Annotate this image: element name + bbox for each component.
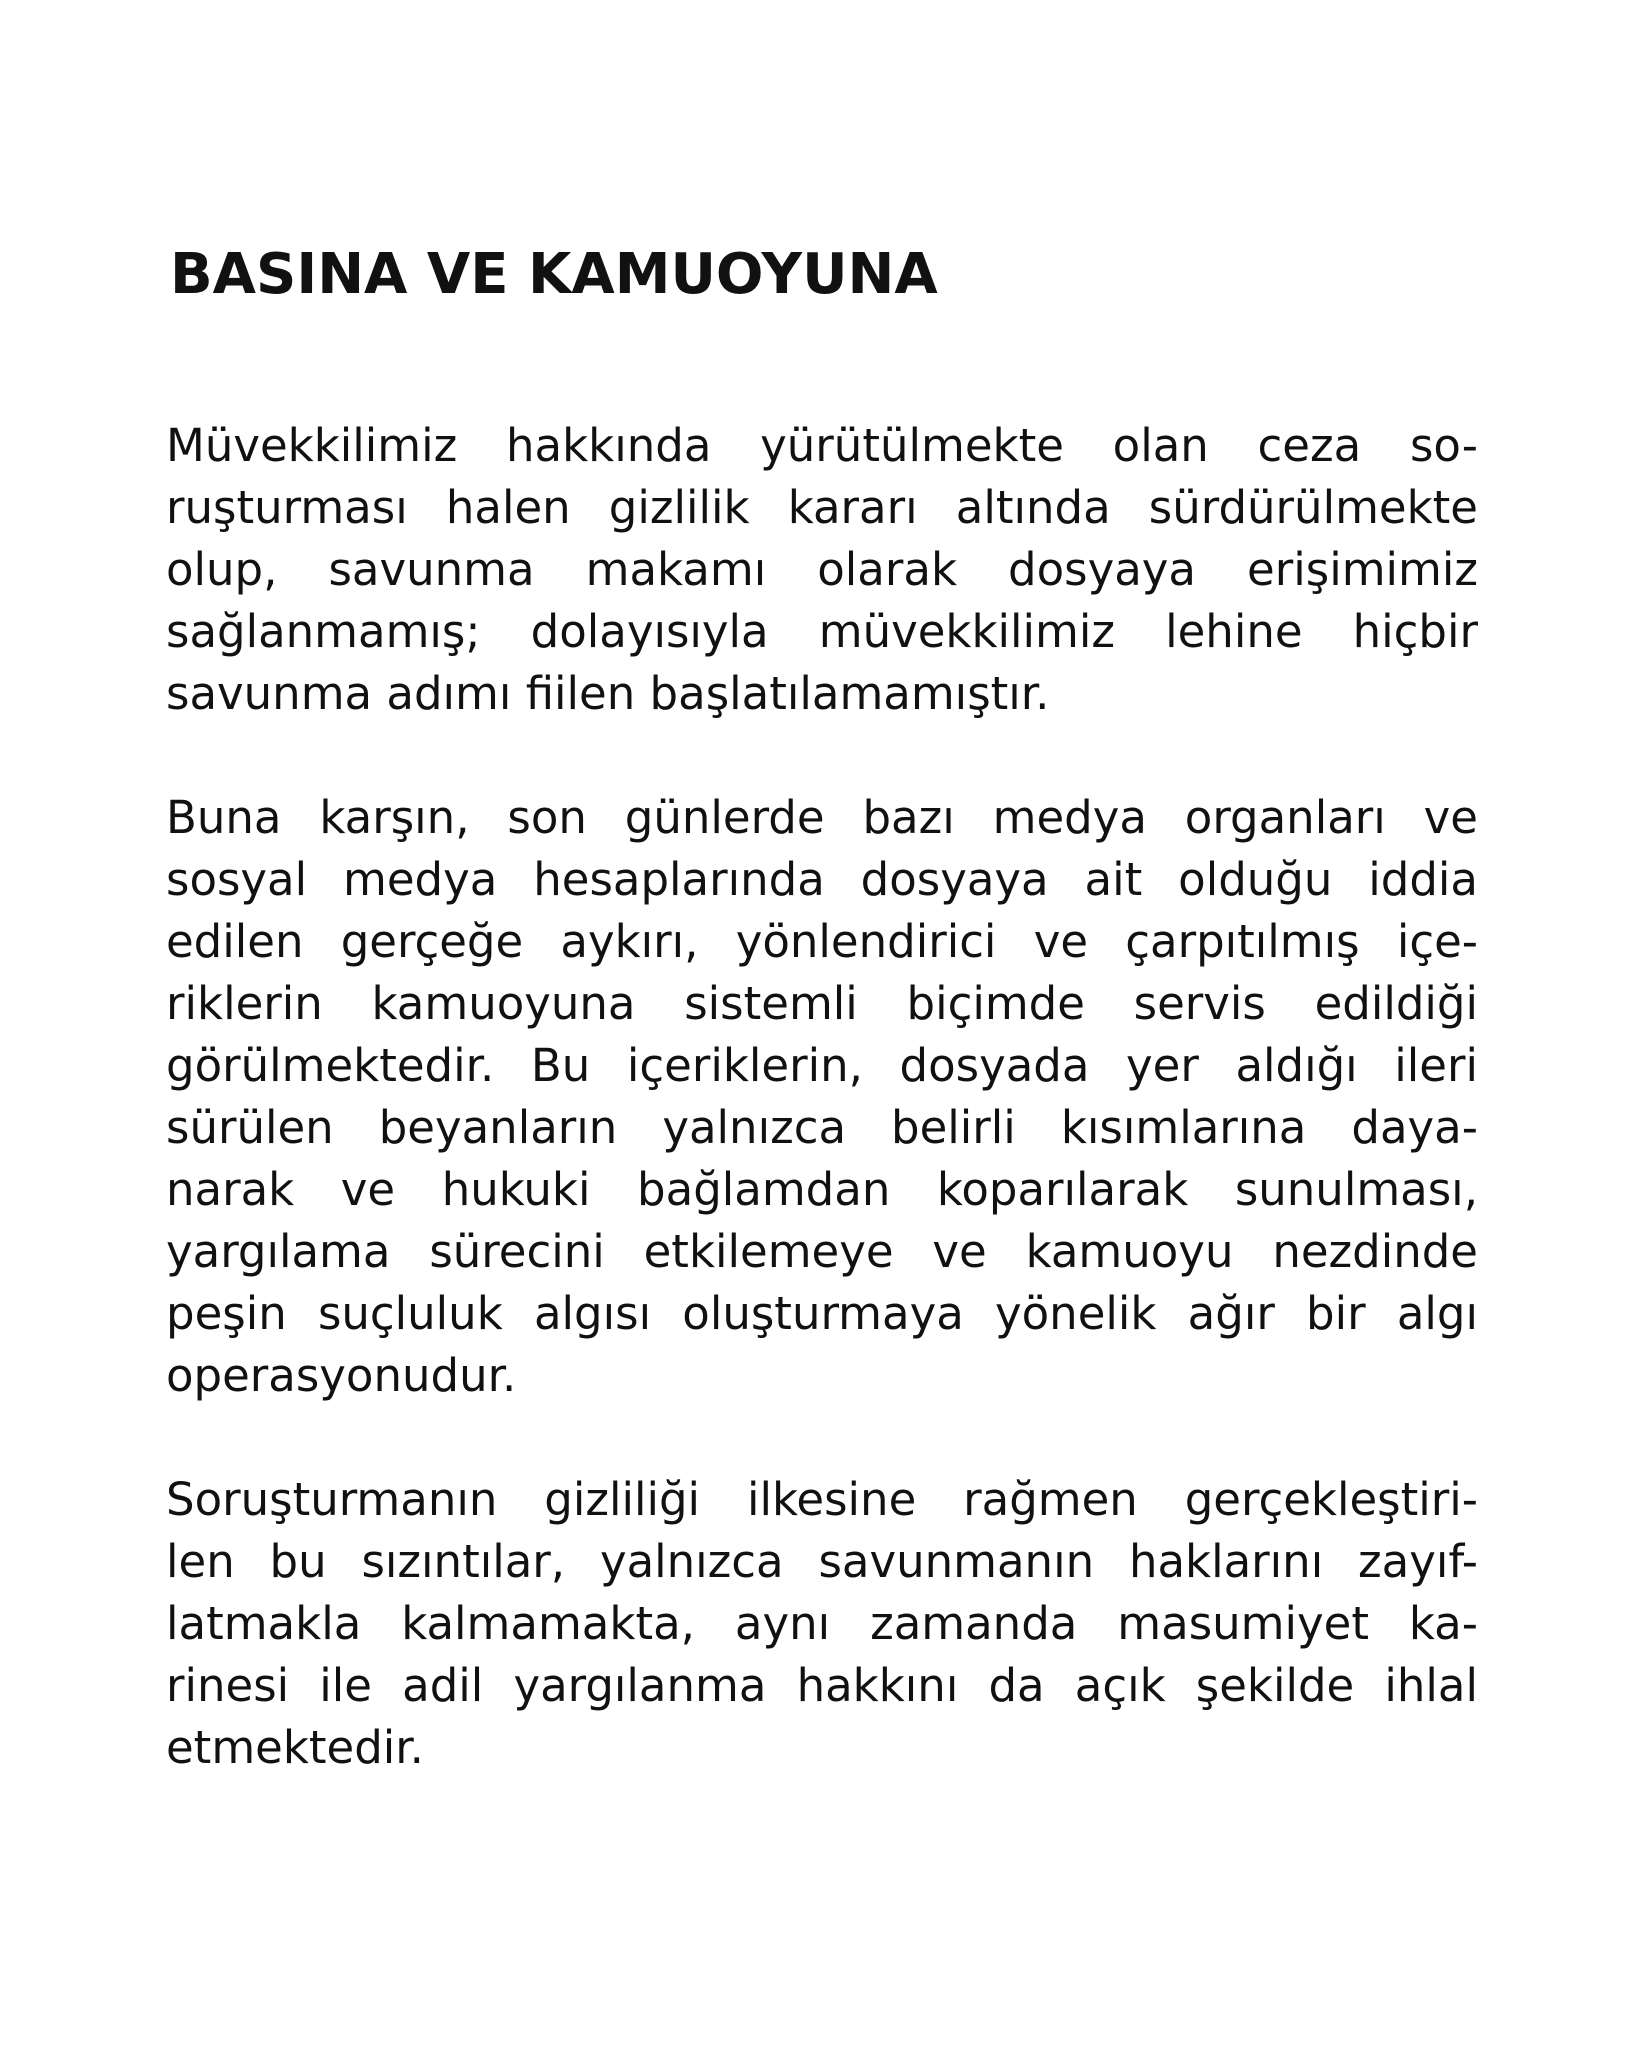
text-line: yargılama sürecini etkilemeye ve kamuoyu nezdinde <box>166 1225 1478 1278</box>
paragraph-3 <box>166 1469 1478 1779</box>
text-line: etmektedir. <box>166 1721 424 1774</box>
text-line: latmakla kalmamakta, aynı zamanda masumiyet ka- <box>166 1597 1478 1650</box>
text-line: rinesi ile adil yargılanma hakkını da açık şekilde ihlal <box>166 1659 1478 1712</box>
text-line: Buna karşın, son günlerde bazı medya organları ve <box>166 791 1478 844</box>
text-line: narak ve hukuki bağlamdan koparılarak sunulması, <box>166 1163 1478 1216</box>
paragraph-2 <box>166 787 1478 1407</box>
text-line: peşin suçluluk algısı oluşturmaya yönelik ağır bir algı <box>166 1287 1478 1340</box>
text-line: Müvekkilimiz hakkında yürütülmekte olan ceza so- <box>166 419 1478 472</box>
text-line: sürülen beyanların yalnızca belirli kısımlarına daya- <box>166 1101 1478 1154</box>
text-line: operasyonudur. <box>166 1349 517 1402</box>
text-line: savunma adımı fiilen başlatılamamıştır. <box>166 667 1050 720</box>
text-line: len bu sızıntılar, yalnızca savunmanın haklarını zayıf- <box>166 1535 1478 1588</box>
document-title: BASINA VE KAMUOYUNA <box>170 242 938 307</box>
paragraph-1 <box>166 415 1478 725</box>
text-line: sosyal medya hesaplarında dosyaya ait olduğu iddia <box>166 853 1478 906</box>
text-line: görülmektedir. Bu içeriklerin, dosyada yer aldığı ileri <box>166 1039 1478 1092</box>
text-line: riklerin kamuoyuna sistemli biçimde servis edildiği <box>166 977 1478 1030</box>
text-line: edilen gerçeğe aykırı, yönlendirici ve çarpıtılmış içe- <box>166 915 1478 968</box>
document-body <box>166 415 1478 1841</box>
text-line: Soruşturmanın gizliliği ilkesine rağmen gerçekleştiri- <box>166 1473 1478 1526</box>
text-line: olup, savunma makamı olarak dosyaya erişimimiz <box>166 543 1478 596</box>
text-line: ruşturması halen gizlilik kararı altında sürdürülmekte <box>166 481 1478 534</box>
text-line: sağlanmamış; dolayısıyla müvekkilimiz lehine hiçbir <box>166 605 1478 658</box>
